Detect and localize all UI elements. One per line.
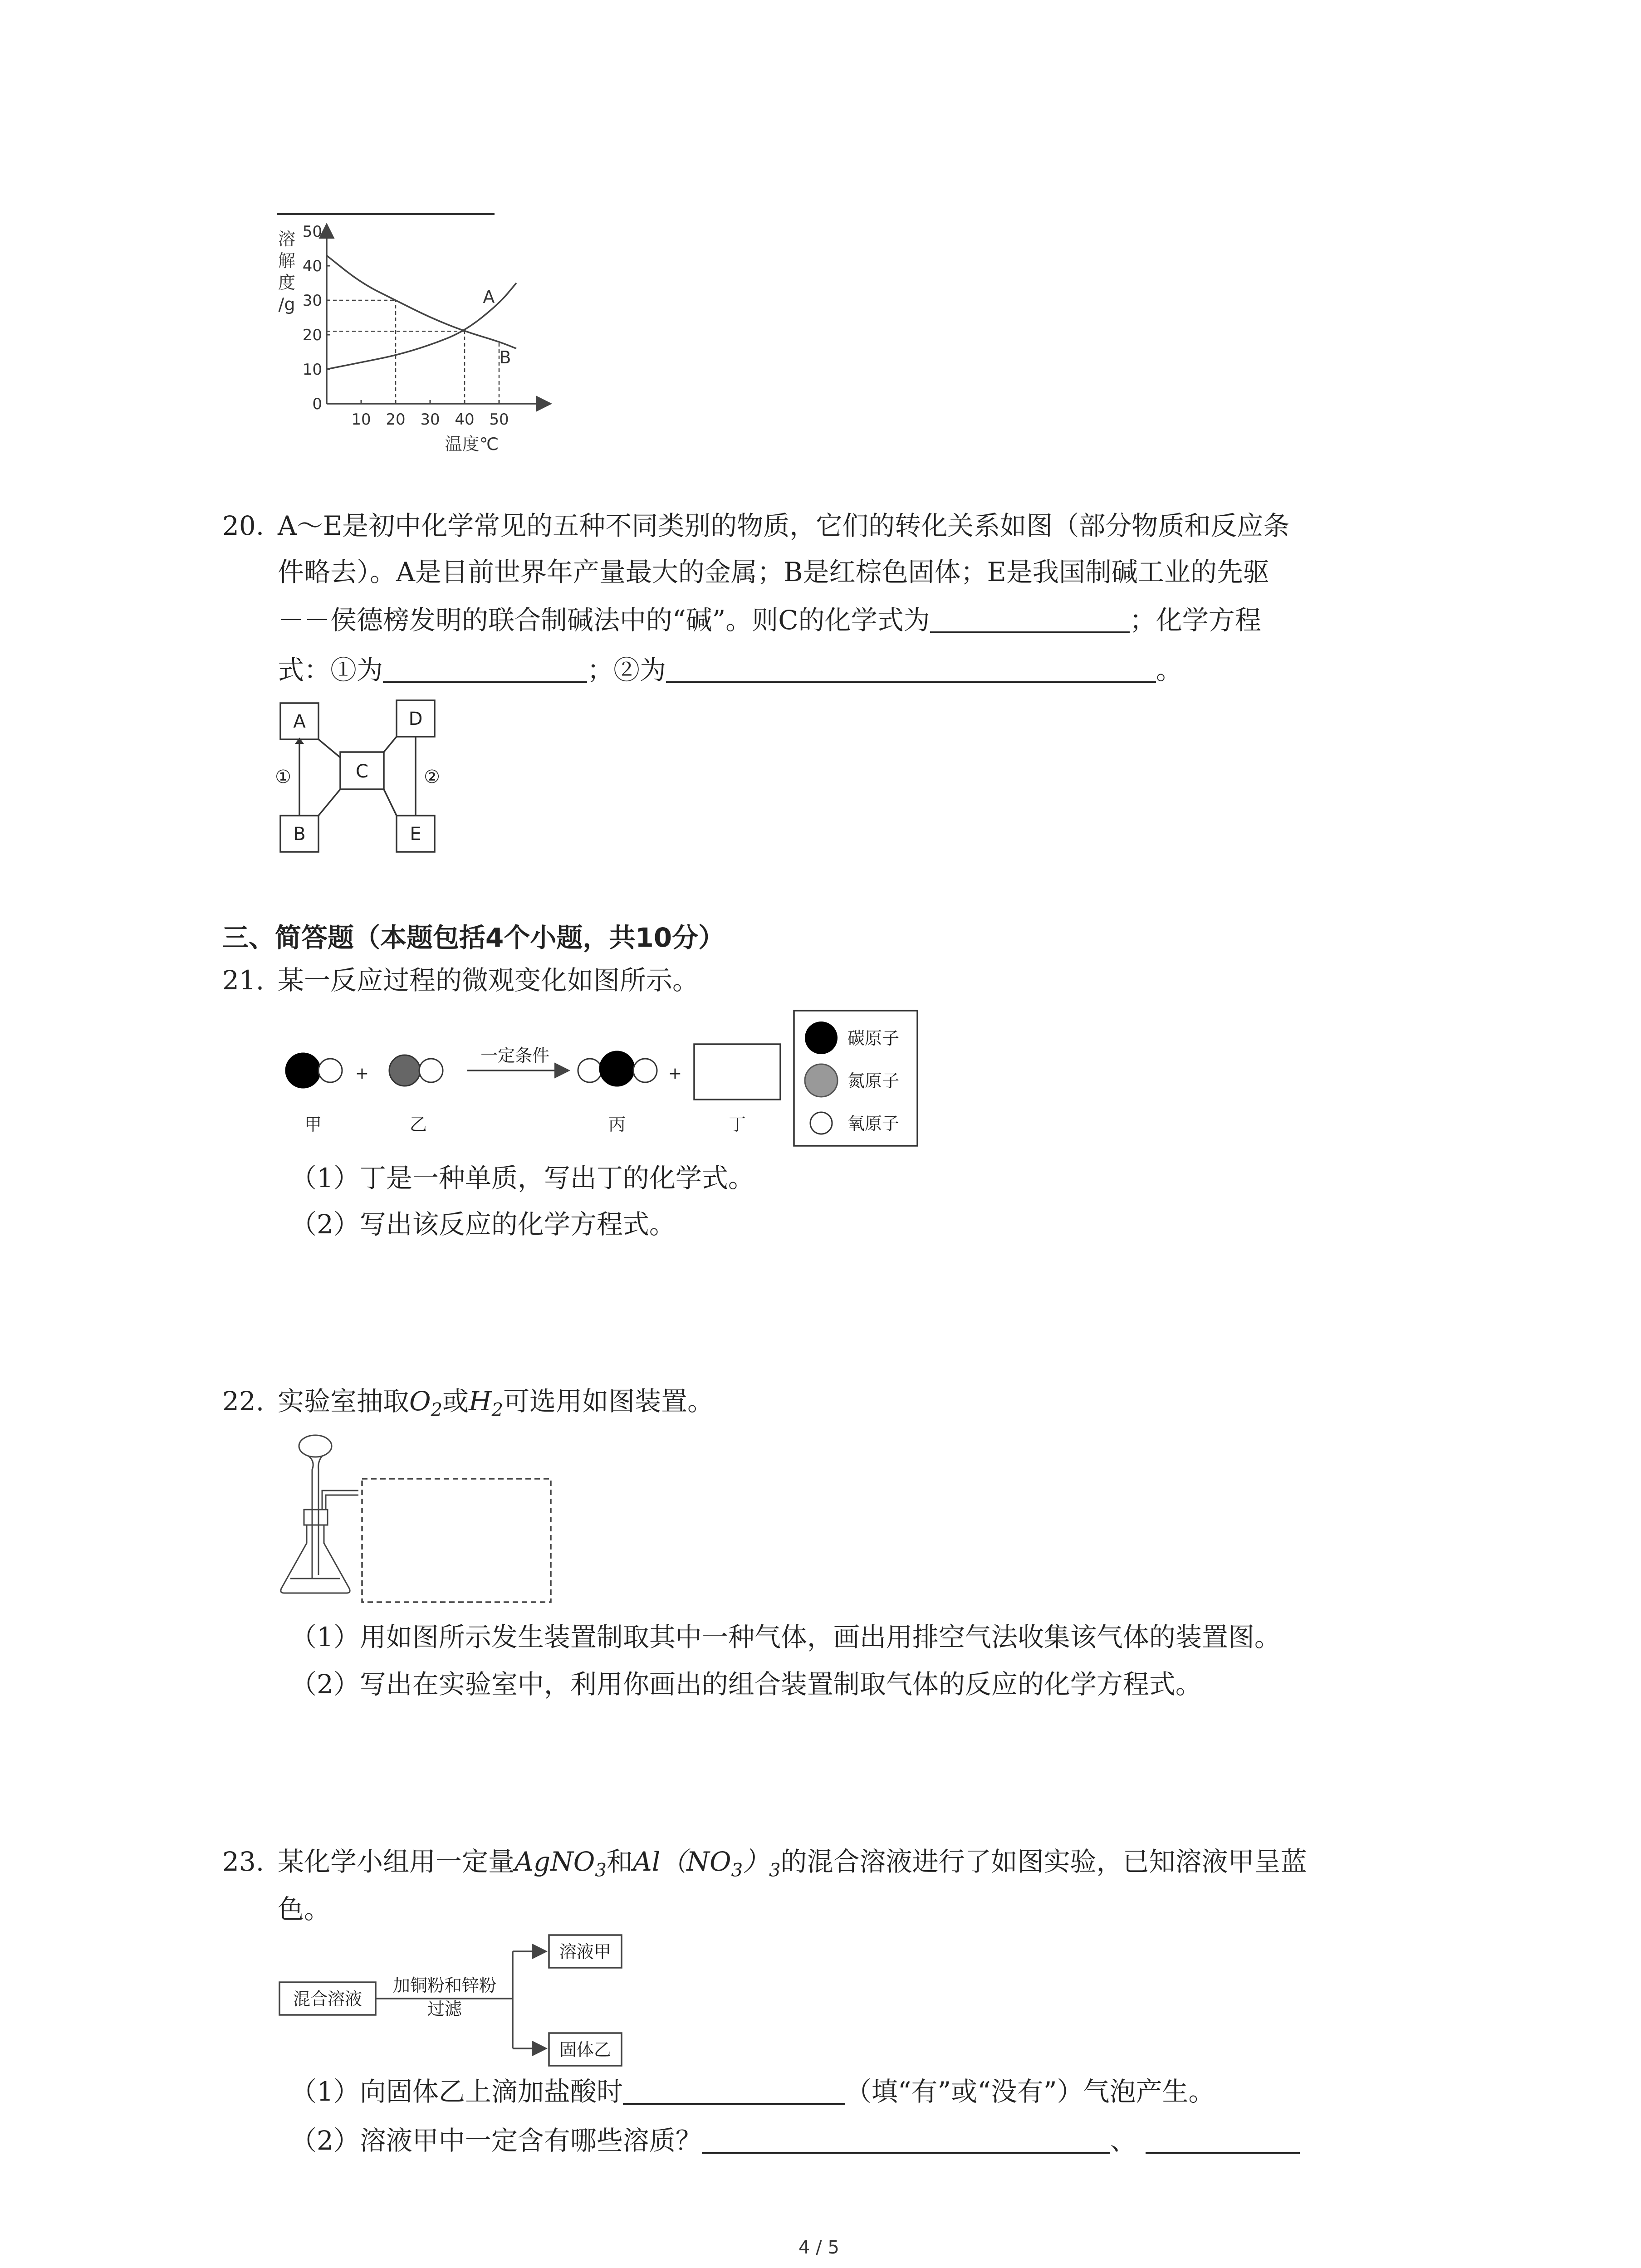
x-tick-label: 40 (455, 411, 475, 429)
node-D: D (408, 709, 423, 729)
y-label-char: 解 (278, 251, 296, 271)
q23-sub1 (290, 2078, 1215, 2105)
y-tick-label: 0 (312, 395, 322, 413)
node-C: C (356, 761, 368, 782)
dashed-guides (327, 300, 499, 404)
q23-blank-solute-2[interactable] (1146, 2128, 1300, 2154)
reaction-condition: 一定条件 (480, 1046, 550, 1066)
y-tick-label: 30 (302, 292, 322, 310)
q23-sub2-text: （2）溶液甲中一定含有哪些溶质？ (290, 2125, 702, 2156)
y-tick-label: 20 (302, 326, 322, 344)
node-B: B (293, 824, 306, 845)
series-label-B: B (499, 347, 511, 368)
label-bing: 丙 (608, 1114, 626, 1134)
solubility-chart (272, 213, 563, 467)
q22-sub2: （2）写出在实验室中，利用你画出的组合装置制取气体的反应的化学方程式。 (290, 1669, 1202, 1700)
q21-sub2: （2）写出该反应的化学方程式。 (290, 1209, 676, 1240)
q21-number: 21. (222, 965, 265, 996)
series-label-A: A (483, 287, 495, 307)
flow-solid-yi: 固体乙 (559, 2040, 612, 2060)
formula-h2: $H_2$ (469, 1386, 504, 1421)
flow-operation-add: 加铜粉和锌粉 (392, 1975, 497, 1995)
y-axis-label (278, 229, 295, 314)
q22-sub1: （1）用如图所示发生装置制取其中一种气体，画出用排空气法收集该气体的装置图。 (290, 1622, 1281, 1652)
q21-stem: 某一反应过程的微观变化如图所示。 (278, 965, 699, 996)
q21-sub1: （1）丁是一种单质，写出丁的化学式。 (290, 1163, 754, 1193)
plus-1: + (355, 1064, 369, 1083)
gas-generation-apparatus (277, 1429, 558, 1606)
legend-carbon: 碳原子 (847, 1028, 900, 1048)
x-tick-label: 10 (351, 411, 371, 429)
collector-drawing-area[interactable] (362, 1479, 551, 1602)
label-jia: 甲 (304, 1114, 322, 1134)
formula-o2: $O_2$ (409, 1386, 443, 1421)
y-tick-label: 50 (302, 223, 322, 241)
q23-sub1-text: （1）向固体乙上滴加盐酸时 (290, 2076, 623, 2107)
product-ding-box (694, 1044, 780, 1100)
y-label-char: /g (278, 294, 295, 314)
q23-sub2 (290, 2127, 1300, 2154)
q23-sub1-tail: （填“有”或“没有”）气泡产生。 (845, 2076, 1215, 2107)
node-A: A (293, 711, 306, 732)
q23-stem-a: 某化学小组用一定量 (278, 1846, 515, 1877)
section-3-title: 三、简答题（本题包括4个小题，共10分） (222, 922, 725, 953)
q22-number: 22. (222, 1386, 265, 1417)
q20-eq1-label: 式：①为 (278, 655, 383, 685)
label-ding: 丁 (728, 1114, 746, 1134)
q20-blank-eq2[interactable] (666, 658, 1156, 683)
y-tick-label: 40 (302, 257, 322, 275)
q20-line3 (278, 607, 1261, 633)
q23-line2: 色。 (278, 1894, 331, 1925)
y-label-char: 溶 (278, 229, 296, 249)
q21-micro-reaction-diagram (272, 1007, 926, 1157)
q20-number: 20. (222, 510, 265, 541)
q20-eq2-label: ；②为 (587, 655, 666, 685)
q23-stem (278, 1848, 1307, 1880)
chart-axes (327, 226, 549, 404)
reaction-2-label: ② (424, 767, 440, 787)
flow-solution-jia: 溶液甲 (559, 1942, 612, 1962)
q20-conversion-diagram (268, 694, 458, 862)
y-tick-label: 10 (302, 361, 322, 379)
x-tick-label: 50 (489, 411, 509, 429)
q23-blank-solute-1[interactable] (702, 2128, 1110, 2154)
q20-end: 。 (1156, 655, 1183, 685)
q20-blank-c-formula[interactable] (930, 608, 1130, 633)
q20-line2: 件略去）。A是目前世界年产量最大的金属；B是红棕色固体；E是我国制碱工业的先驱 (278, 557, 1269, 587)
legend-nitrogen: 氮原子 (847, 1071, 900, 1091)
q23-blank-bubbles[interactable] (623, 2079, 845, 2105)
flow-mixed-solution: 混合溶液 (293, 1989, 362, 2009)
q20-line4 (278, 657, 1182, 683)
q22-or: 或 (442, 1386, 469, 1417)
label-yi: 乙 (409, 1114, 427, 1134)
y-label-char: 度 (278, 273, 296, 293)
node-E: E (410, 824, 421, 845)
page-number: 4 / 5 (798, 2237, 839, 2258)
q23-sub2-sep: 、 (1110, 2125, 1136, 2156)
q20-line3-text: －－侯德榜发明的联合制碱法中的“碱”。则C的化学式为 (278, 605, 930, 635)
reaction-1-label: ① (275, 767, 291, 787)
plus-2: + (668, 1064, 682, 1083)
q23-number: 23. (222, 1846, 265, 1877)
flow-operation-filter: 过滤 (427, 1999, 462, 2019)
q23-and: 和 (606, 1846, 633, 1877)
x-tick-label: 20 (386, 411, 406, 429)
q20-blank-eq1[interactable] (383, 658, 587, 683)
formula-agno3: AgNO$_3$ (514, 1846, 607, 1881)
q22-stem-a: 实验室抽取 (278, 1386, 410, 1417)
q22-stem-b: 可选用如图装置。 (503, 1386, 714, 1417)
q20-line1: A～E是初中化学常见的五种不同类别的物质，它们的转化关系如图（部分物质和反应条 (278, 510, 1290, 541)
x-tick-label: 30 (420, 411, 440, 429)
q23-flow-diagram (277, 1932, 631, 2073)
legend-oxygen: 氧原子 (847, 1114, 900, 1134)
formula-al-no3-3: $Al(NO_3)_3$ (632, 1846, 781, 1881)
q20-line3-tail: ；化学方程 (1129, 605, 1261, 635)
x-axis-label: 温度℃ (445, 434, 499, 454)
chart-series (327, 255, 516, 369)
atom-legend (794, 1011, 917, 1146)
q23-stem-b: 的混合溶液进行了如图实验，已知溶液甲呈蓝 (780, 1846, 1307, 1877)
q22-stem (278, 1388, 714, 1419)
